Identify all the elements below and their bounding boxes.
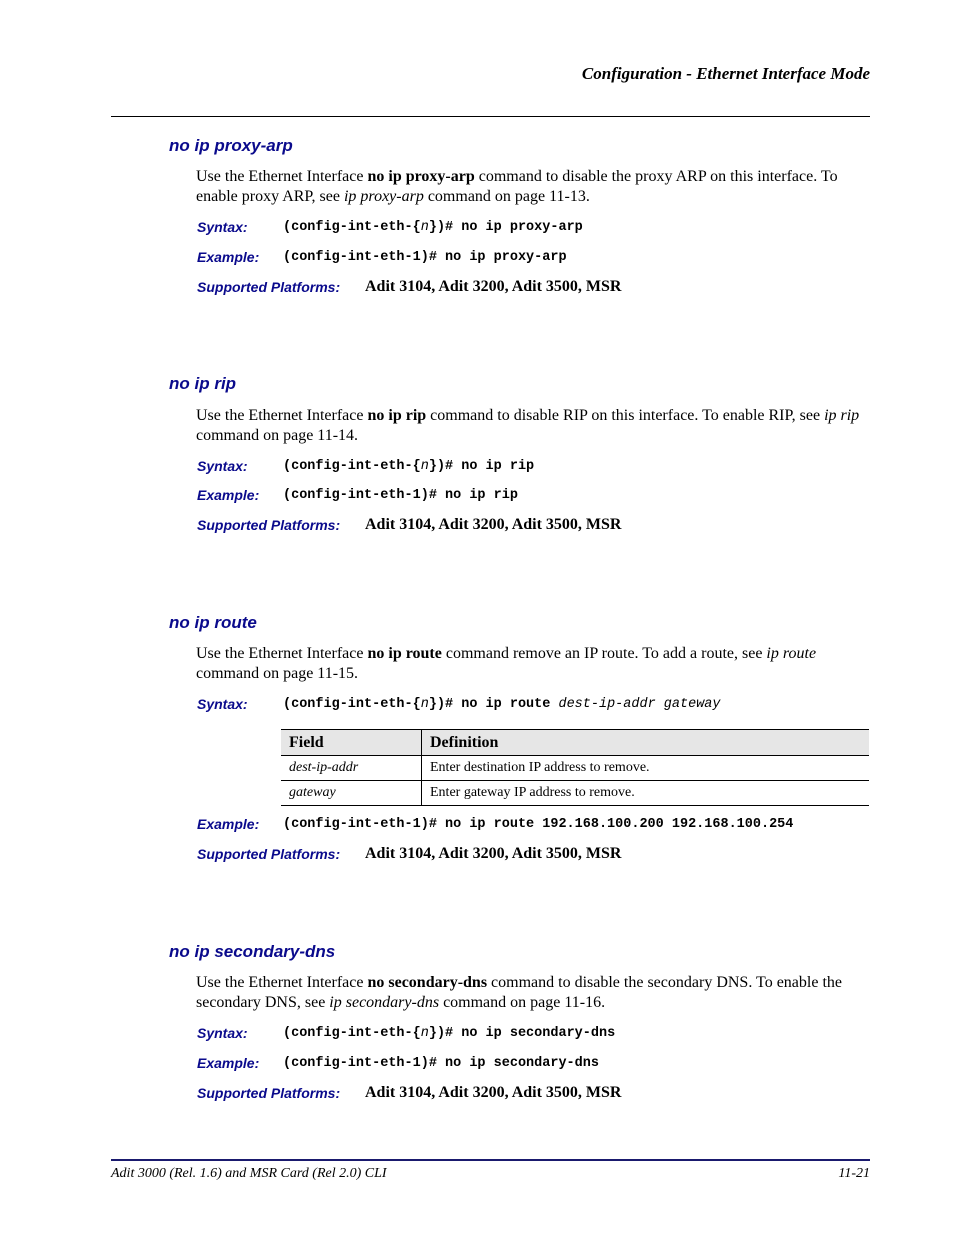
syntax-code-route: (config-int-eth-{n})# no ip route dest-ip-addr gateway	[283, 697, 721, 712]
syntax-label: Syntax:	[197, 696, 248, 712]
example-label: Example:	[197, 487, 260, 503]
platforms-value-secondary-dns: Adit 3104, Adit 3200, Adit 3500, MSR	[365, 1084, 622, 1101]
field-definition-table	[281, 729, 869, 806]
syntax-row-proxy-arp	[197, 219, 248, 237]
example-row-rip	[197, 487, 259, 505]
section-description-secondary-dns: Use the Ethernet Interface no secondary-dns command to disable the secondary DNS. To enable the secondary DNS, see ip secondary-dns command on page 11-16.	[196, 974, 842, 1011]
section-description-proxy-arp: Use the Ethernet Interface no ip proxy-arp command to disable the proxy ARP on this interface. To enable proxy ARP, see ip proxy-arp command on page 11-13.	[196, 168, 838, 205]
page-header-title: Configuration - Ethernet Interface Mode	[581, 64, 870, 83]
example-code-secondary-dns: (config-int-eth-1)# no ip secondary-dns	[283, 1056, 599, 1071]
section-description-route: Use the Ethernet Interface no ip route command remove an IP route. To add a route, see ip route command on page 11-15.	[196, 645, 817, 682]
section-title-secondary-dns: no ip secondary-dns	[169, 942, 336, 961]
table-cell-field: dest-ip-addr	[281, 756, 422, 781]
example-row-proxy-arp	[197, 249, 259, 267]
section-title-rip: no ip rip	[169, 374, 237, 393]
syntax-row-secondary-dns	[197, 1025, 248, 1043]
table-header-definition: Definition	[422, 730, 870, 756]
syntax-row-route	[197, 696, 248, 714]
syntax-code-secondary-dns: (config-int-eth-{n})# no ip secondary-dns	[283, 1026, 616, 1041]
section-title-proxy-arp: no ip proxy-arp	[169, 136, 293, 155]
example-label: Example:	[197, 249, 260, 265]
footer-page-number: 11-21	[838, 1166, 870, 1181]
header-divider	[111, 116, 870, 117]
platforms-label: Supported Platforms:	[197, 846, 341, 862]
syntax-label: Syntax:	[197, 219, 248, 235]
section-title-route: no ip route	[169, 613, 257, 632]
syntax-row-rip	[197, 458, 248, 476]
platforms-value-route: Adit 3104, Adit 3200, Adit 3500, MSR	[365, 845, 622, 862]
syntax-label: Syntax:	[197, 458, 248, 474]
table-header-field: Field	[281, 730, 422, 756]
syntax-label: Syntax:	[197, 1025, 248, 1041]
syntax-code-proxy-arp: (config-int-eth-{n})# no ip proxy-arp	[283, 220, 583, 235]
example-label: Example:	[197, 1055, 260, 1071]
section-description-rip: Use the Ethernet Interface no ip rip command to disable RIP on this interface. To enable RIP, see ip rip command on page 11-14.	[196, 407, 860, 444]
platforms-label: Supported Platforms:	[197, 279, 341, 295]
footer-divider	[111, 1159, 870, 1161]
example-code-proxy-arp: (config-int-eth-1)# no ip proxy-arp	[283, 250, 567, 265]
table-row	[281, 756, 869, 781]
example-row-route	[197, 816, 259, 834]
platforms-label: Supported Platforms:	[197, 1085, 341, 1101]
platforms-label: Supported Platforms:	[197, 517, 341, 533]
platforms-value-proxy-arp: Adit 3104, Adit 3200, Adit 3500, MSR	[365, 278, 622, 295]
footer-document-title: Adit 3000 (Rel. 1.6) and MSR Card (Rel 2.0) CLI	[111, 1166, 387, 1181]
table-header-row	[281, 730, 869, 756]
syntax-code-rip: (config-int-eth-{n})# no ip rip	[283, 459, 535, 474]
table-cell-definition: Enter destination IP address to remove.	[422, 756, 870, 781]
example-label: Example:	[197, 816, 260, 832]
example-code-route: (config-int-eth-1)# no ip route 192.168.100.200 192.168.100.254	[283, 817, 794, 832]
table-cell-field: gateway	[281, 781, 422, 806]
table-cell-definition: Enter gateway IP address to remove.	[422, 781, 870, 806]
example-code-rip: (config-int-eth-1)# no ip rip	[283, 488, 518, 503]
table-row	[281, 781, 869, 806]
example-row-secondary-dns	[197, 1055, 259, 1073]
platforms-value-rip: Adit 3104, Adit 3200, Adit 3500, MSR	[365, 516, 622, 533]
